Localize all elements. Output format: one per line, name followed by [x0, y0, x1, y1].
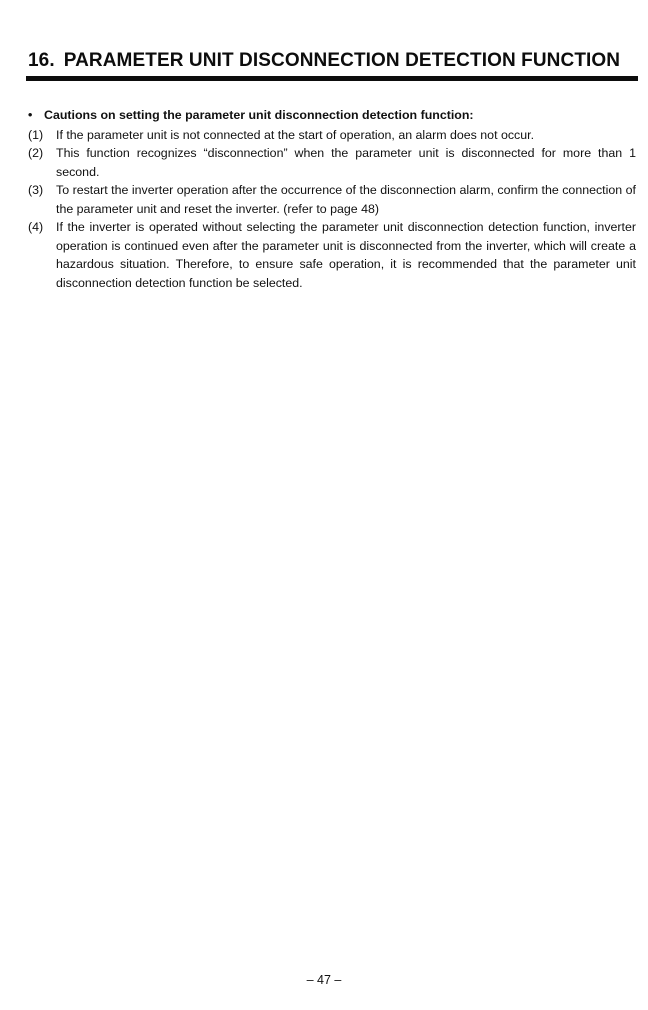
- caution-text: This function recognizes “disconnection” when the parameter unit is disconnected for more than 1 second.: [56, 146, 636, 179]
- cautions-heading: [28, 106, 636, 125]
- caution-item-2: [28, 144, 636, 181]
- section-heading: [28, 50, 620, 72]
- caution-item-3: [28, 181, 636, 218]
- caution-text: To restart the inverter operation after the occurrence of the disconnection alarm, confirm the connection of the parameter unit and reset the inverter. (refer to page 48): [56, 183, 636, 216]
- caution-item-1: [28, 126, 636, 145]
- section-number: 16.: [28, 50, 55, 71]
- cautions-title: Cautions on setting the parameter unit disconnection detection function:: [44, 108, 474, 122]
- caution-item-4: [28, 218, 636, 292]
- heading-underline-rule: [26, 76, 638, 81]
- section-title: PARAMETER UNIT DISCONNECTION DETECTION FUNCTION: [63, 50, 621, 71]
- caution-text: If the inverter is operated without selecting the parameter unit disconnection detection function, inverter operation is continued even after the parameter unit is disconnected from the inverter, which will create a hazardous situation. Therefore, to ensure safe operation, it is recommended that the parameter unit disconnection detection function be selected.: [56, 220, 636, 290]
- caution-marker: (1): [28, 127, 44, 142]
- cautions-block: [28, 106, 636, 292]
- bullet-icon: •: [28, 108, 33, 122]
- caution-marker: (4): [28, 220, 44, 234]
- caution-marker: (3): [28, 183, 44, 197]
- caution-text: If the parameter unit is not connected at the start of operation, an alarm does not occur.: [56, 127, 535, 142]
- page-number: – 47 –: [306, 973, 342, 987]
- caution-marker: (2): [28, 146, 44, 160]
